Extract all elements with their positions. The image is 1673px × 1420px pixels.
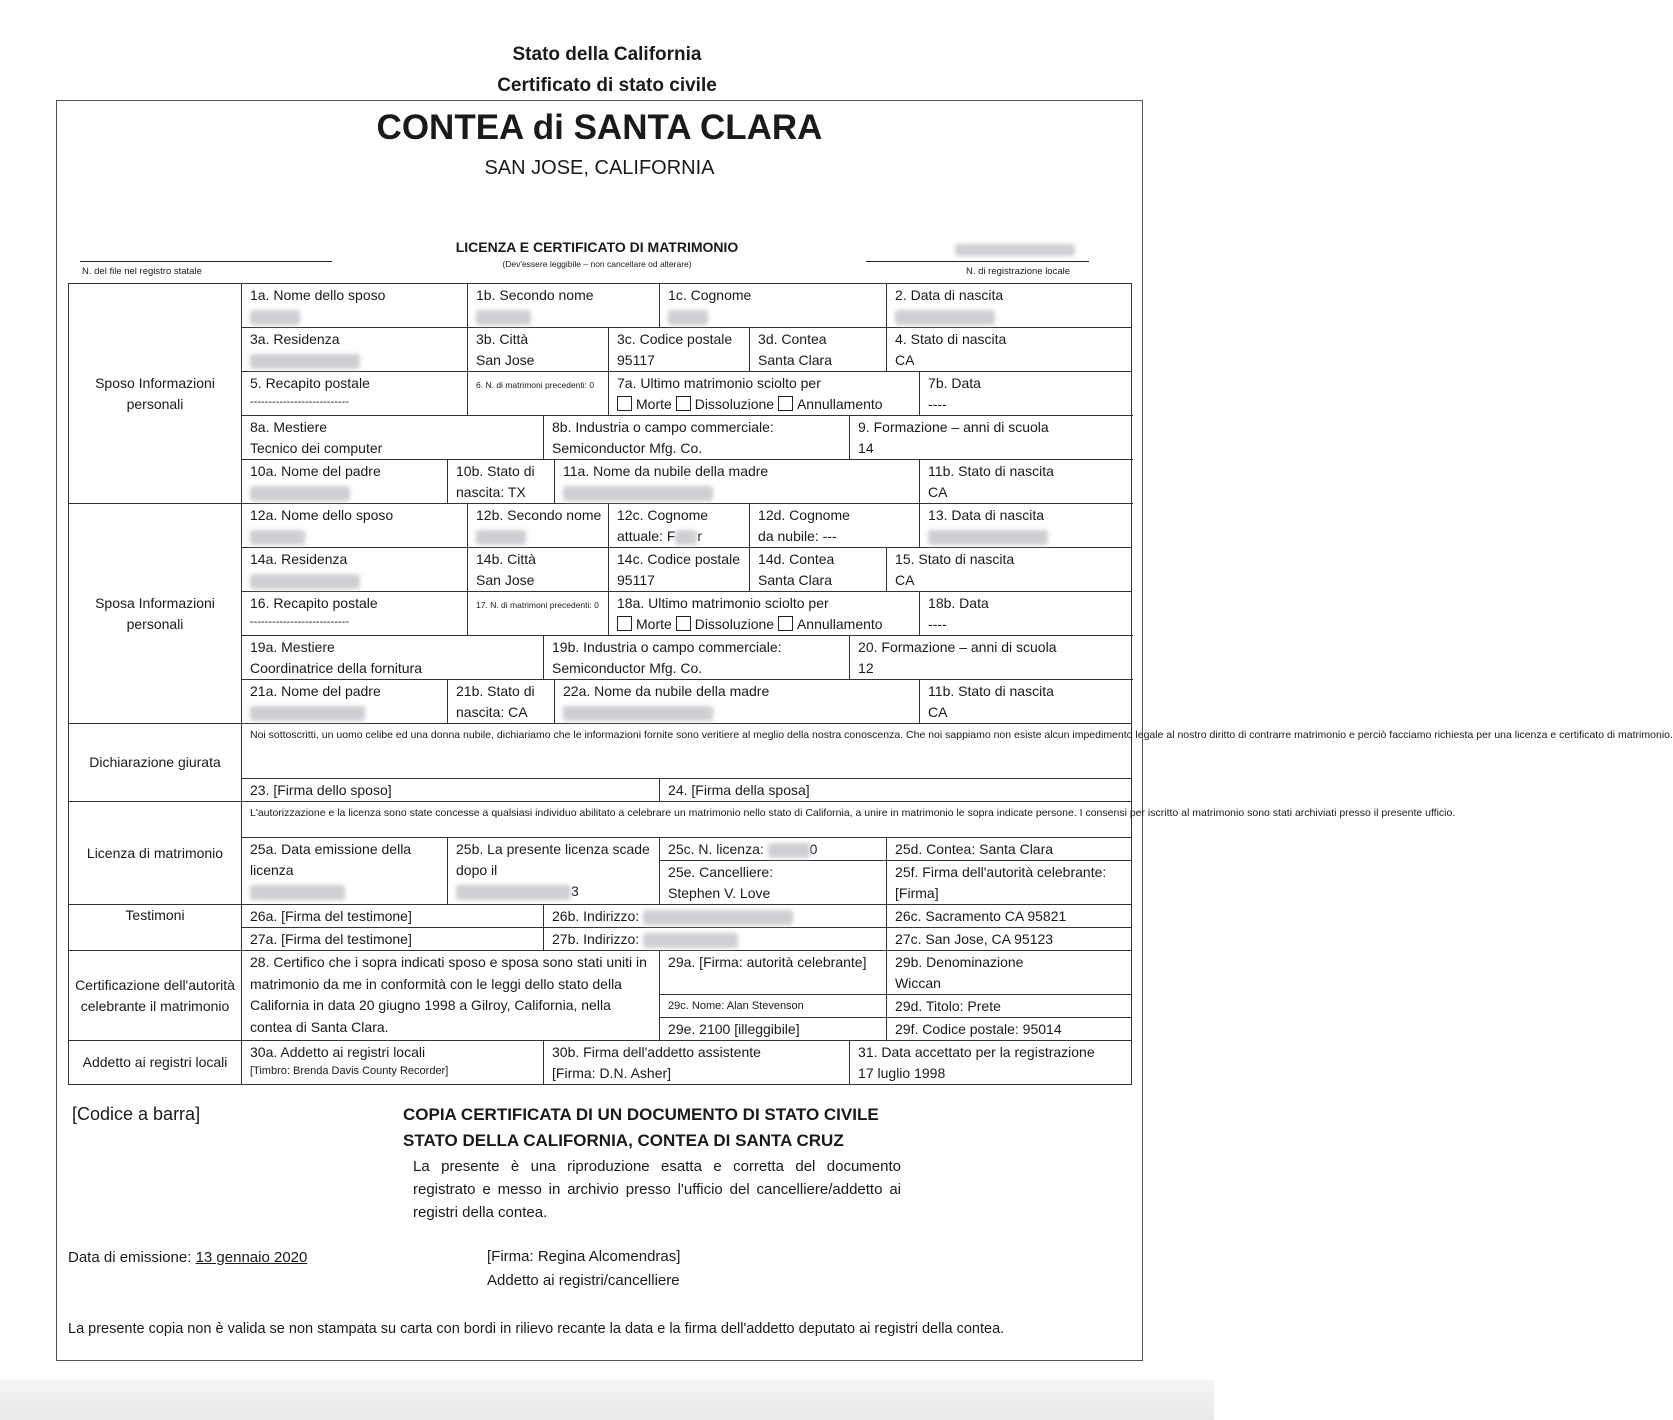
field-5: 5. Recapito postale --------------------------- [242,372,468,416]
field-14c: 14c. Codice postale 95117 [609,548,750,592]
field-17: 17. N. di matrimoni precedenti: 0 [468,592,609,636]
license-text: L'autorizzazione e la licenza sono state concesse a qualsiasi individuo abilitato a celebrare un matrimonio nello stato di California, a unire in matrimonio le sopra indicate persone. I consensi per iscritto al matrimonio sono stati archiviati presso il presente ufficio. [242,802,1132,838]
redacted-value [250,310,300,325]
field-29e: 29e. 2100 [illeggibile] [660,1018,887,1041]
redacted-value [668,310,708,325]
field-7a: 7a. Ultimo matrimonio sciolto per Morte Dissoluzione Annullamento [609,372,920,416]
field-29c: 29c. Nome: Alan Stevenson [660,995,887,1018]
viewer-bottom-bar [0,1380,1214,1420]
field-12b: 12b. Secondo nome [468,504,609,548]
redacted-value [643,910,793,925]
bride-section-label: Sposa Informazioni personali [69,504,242,724]
field-29b: 29b. Denominazione Wiccan [887,951,1132,995]
field-11b: 11b. Stato di nascita CA [920,460,1132,504]
registrar-role: Addetto ai registri/cancelliere [487,1272,680,1289]
certificate-type: Certificato di stato civile [497,75,717,96]
county-title: CONTEA di SANTA CLARA [376,108,823,147]
local-reg-line [866,261,1089,262]
field-1a: 1a. Nome dello sposo [242,284,468,328]
field-8a: 8a. Mestiere Tecnico dei computer [242,416,544,460]
field-25e: 25e. Cancelliere: Stephen V. Love [660,861,887,905]
redacted-value [768,843,810,858]
field-21b: 21b. Stato di nascita: CA [448,680,555,724]
state-file-line [80,261,332,262]
checkbox-annullamento[interactable] [778,616,793,631]
field-3d: 3d. Contea Santa Clara [750,328,887,372]
registrar-section-label: Addetto ai registri locali [69,1041,242,1085]
redacted-value [250,885,345,900]
field-20: 20. Formazione – anni di scuola 12 [850,636,1132,680]
field-12d: 12d. Cognome da nubile: --- [750,504,920,548]
field-16: 16. Recapito postale --------------------------- [242,592,468,636]
field-27c: 27c. San Jose, CA 95123 [887,928,1132,951]
license-section-label: Licenza di matrimonio [69,802,242,905]
field-3b: 3b. Città San Jose [468,328,609,372]
field-9: 9. Formazione – anni di scuola 14 [850,416,1132,460]
field-29a: 29a. [Firma: autorità celebrante] [660,951,887,995]
certified-copy-subtitle: STATO DELLA CALIFORNIA, CONTEA DI SANTA CRUZ [403,1131,844,1150]
redacted-value [456,885,571,900]
redacted-value [250,574,360,589]
issue-date: Data di emissione: 13 gennaio 2020 [68,1249,308,1266]
field-27b: 27b. Indirizzo: [544,928,887,951]
field-31: 31. Data accettato per la registrazione 17 luglio 1998 [850,1041,1132,1085]
checkbox-dissoluzione[interactable] [676,396,691,411]
checkbox-annullamento[interactable] [778,396,793,411]
form-note: (Dev'essere leggibile – non cancellare od alterare) [502,259,692,269]
field-14a: 14a. Residenza [242,548,468,592]
redacted-value [250,530,305,545]
barcode-placeholder: [Codice a barra] [72,1104,201,1124]
field-22b: 11b. Stato di nascita CA [920,680,1132,724]
field-12c: 12c. Cognome attuale: F r [609,504,750,548]
redacted-value [250,706,365,721]
field-30b: 30b. Firma dell'addetto assistente [Firma: D.N. Asher] [544,1041,850,1085]
field-18a: 18a. Ultimo matrimonio sciolto per Morte Dissoluzione Annullamento [609,592,920,636]
redacted-value [476,530,526,545]
redacted-value [250,354,360,369]
field-25c: 25c. N. licenza: 0 [660,838,887,861]
field-15: 15. Stato di nascita CA [887,548,1132,592]
field-25a: 25a. Data emissione della licenza [242,838,448,905]
certified-copy-text: La presente è una riproduzione esatta e corretta del documento registrato e messo in archivio presso l'ufficio del cancelliere/addetto ai registri della contea. [413,1158,901,1221]
checkbox-morte[interactable] [617,396,632,411]
field-25b: 25b. La presente licenza scade dopo il 3 [448,838,660,905]
redacted-value [928,530,1048,545]
checkbox-morte[interactable] [617,616,632,631]
field-10a: 10a. Nome del padre [242,460,448,504]
field-30a: 30a. Addetto ai registri locali [Timbro: Brenda Davis County Recorder] [242,1041,544,1085]
field-1b: 1b. Secondo nome [468,284,660,328]
field-14b: 14b. Città San Jose [468,548,609,592]
field-3c: 3c. Codice postale 95117 [609,328,750,372]
field-21a: 21a. Nome del padre [242,680,448,724]
field-19b: 19b. Industria o campo commerciale: Semiconductor Mfg. Co. [544,636,850,680]
local-reg-label: N. di registrazione locale [966,266,1071,277]
field-11a: 11a. Nome da nubile della madre [555,460,920,504]
field-19a: 19a. Mestiere Coordinatrice della fornitura [242,636,544,680]
field-12a: 12a. Nome dello sposo [242,504,468,548]
certificate-table [68,283,1673,1085]
redacted-value [563,486,713,501]
registrar-signature: [Firma: Regina Alcomendras] [487,1248,681,1265]
field-2: 2. Data di nascita [887,284,1132,328]
redacted-value [895,310,995,325]
redacted-value [675,530,697,545]
field-3a: 3a. Residenza [242,328,468,372]
redacted-value [643,933,738,948]
field-8b: 8b. Industria o campo commerciale: Semiconductor Mfg. Co. [544,416,850,460]
field-28: 28. Certifico che i sopra indicati sposo e sposa sono stati uniti in matrimonio da me in conformità con le leggi dello stato della California in data 20 giugno 1998 a Gilroy, California, nella contea di Santa Clara. [242,951,660,1041]
state-title: Stato della California [512,44,702,65]
state-file-label: N. del file nel registro statale [82,266,202,277]
field-14d: 14d. Contea Santa Clara [750,548,887,592]
officiant-section-label: Certificazione dell'autorità celebrante il matrimonio [69,951,242,1041]
field-22a: 22a. Nome da nubile della madre [555,680,920,724]
field-26c: 26c. Sacramento CA 95821 [887,905,1132,928]
county-city: SAN JOSE, CALIFORNIA [484,157,715,179]
oath-text: Noi sottoscritti, un uomo celibe ed una donna nubile, dichiariamo che le informazioni fornite sono veritiere al meglio della nostra conoscenza. Che noi sappiamo non esiste alcun impedimento legale al nostro diritto di contrarre matrimonio e perciò facciamo richiesta per una licenza e certificato di matrimonio. [242,724,1132,779]
field-13: 13. Data di nascita [920,504,1132,548]
field-10b: 10b. Stato di nascita: TX [448,460,555,504]
field-1c: 1c. Cognome [660,284,887,328]
checkbox-dissoluzione[interactable] [676,616,691,631]
redacted-value [250,486,350,501]
redacted-value [563,706,713,721]
field-7b: 7b. Data ---- [920,372,1132,416]
oath-section-label: Dichiarazione giurata [69,724,242,802]
field-25f: 25f. Firma dell'autorità celebrante: [Firma] [887,861,1132,905]
field-23: 23. [Firma dello sposo] [242,779,660,802]
certified-copy-title: COPIA CERTIFICATA DI UN DOCUMENTO DI STATO CIVILE [403,1105,879,1124]
field-29f: 29f. Codice postale: 95014 [887,1018,1132,1041]
field-29d: 29d. Titolo: Prete [887,995,1132,1018]
field-25d: 25d. Contea: Santa Clara [887,838,1132,861]
field-26a: 26a. [Firma del testimone] [242,905,544,928]
redacted-value [476,310,531,325]
field-6: 6. N. di matrimoni precedenti: 0 [468,372,609,416]
witnesses-section-label: Testimoni [69,905,242,951]
groom-section-label: Sposo Informazioni personali [69,284,242,504]
field-18b: 18b. Data ---- [920,592,1132,636]
local-reg-number-redacted [955,244,1075,256]
field-24: 24. [Firma della sposa] [660,779,1132,802]
form-title: LICENZA E CERTIFICATO DI MATRIMONIO [455,239,739,255]
field-4: 4. Stato di nascita CA [887,328,1132,372]
validity-disclaimer: La presente copia non è valida se non stampata su carta con bordi in rilievo recante la data e la firma dell'addetto deputato ai registri della contea. [68,1321,1005,1337]
field-27a: 27a. [Firma del testimone] [242,928,544,951]
field-26b: 26b. Indirizzo: [544,905,887,928]
